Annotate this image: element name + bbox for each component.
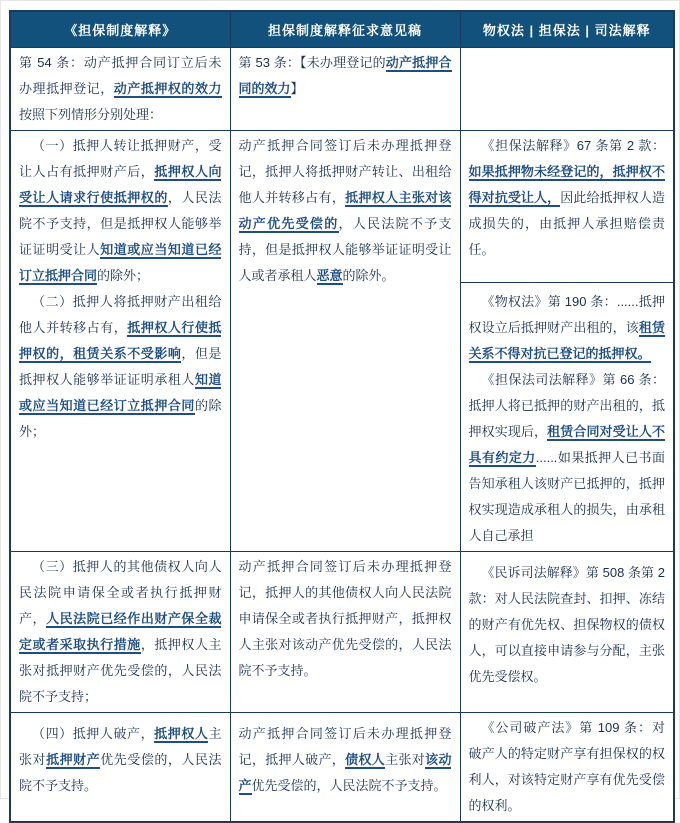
plain-text: ，抵押权人主张对抵押财产优先受偿的，人民法院不予支持； xyxy=(19,636,222,704)
emphasized-text: 恶意 xyxy=(316,267,343,283)
table-header-row xyxy=(10,11,674,47)
plain-text: 优先受偿的，人民法院不予支持。 xyxy=(251,777,447,793)
plain-text: 《担保法司法解释》第 66 条：抵押人将已抵押的财产出租的，抵押权实现后， xyxy=(468,371,665,439)
plain-text: 动产抵押合同签订后未办理抵押登记，抵押人破产， xyxy=(238,725,452,767)
paragraph xyxy=(239,721,452,799)
emphasized-text: 抵押权人行使抵押权的，租赁关系不受影响 xyxy=(19,319,222,361)
paragraph xyxy=(469,367,666,549)
plain-text: 主张对 xyxy=(19,725,222,767)
cell-guarantee-law-interpretation-67 xyxy=(460,130,674,282)
paragraph xyxy=(239,133,452,289)
paragraph xyxy=(19,50,222,128)
plain-text: 《民诉司法解释》第 508 条第 2 款：对人民法院查封、扣押、冻结的财产有优先权、担保物权的债权人，可以直接申请参与分配，主张优先受偿权。 xyxy=(468,564,665,684)
emphasized-text: 抵押权人向受让人请求行使抵押权的 xyxy=(19,163,222,205)
emphasized-text: 租赁合同对受让人不具有约定力 xyxy=(468,423,665,465)
emphasized-text: 动产抵押合同的效力 xyxy=(238,54,452,96)
plain-text: 主张对 xyxy=(385,751,426,767)
header-guarantee-system-interpretation: 《担保制度解释》 xyxy=(10,11,230,47)
cell-draft-preservation-enforcement xyxy=(230,551,460,712)
plain-text: 动产抵押合同签订后未办理抵押登记，抵押人将抵押财产转让、出租给他人并转移占有， xyxy=(238,137,452,205)
table-row xyxy=(10,47,674,130)
guarantee-interpretation-comparison-table xyxy=(9,10,675,823)
plain-text: （三）抵押人的其他债权人向人民法院申请保全或者执行抵押财产， xyxy=(19,558,222,626)
paragraph xyxy=(239,50,452,102)
cell-empty xyxy=(460,47,674,130)
cell-article-53-draft xyxy=(230,47,460,130)
plain-text: （一）抵押人转让抵押财产，受让人占有抵押财产后， xyxy=(19,137,222,179)
header-property-guarantee-judicial-laws: 物权法 | 担保法 | 司法解释 xyxy=(460,11,674,47)
paragraph xyxy=(19,133,222,289)
table-row xyxy=(10,130,674,282)
cell-bankruptcy-law-109 xyxy=(460,712,674,822)
plain-text: 优先受偿的，人民法院不予支持。 xyxy=(19,751,222,793)
plain-text: 按照下列情形分别处理： xyxy=(19,106,163,122)
emphasized-text: 债权人 xyxy=(345,751,386,767)
paragraph xyxy=(469,289,666,367)
plain-text: 《公司破产法》第 109 条：对破产人的特定财产享有担保权的权利人，对该特定财产享有优先受偿的权利。 xyxy=(468,719,665,813)
cell-civil-procedure-interpretation-508 xyxy=(460,551,674,712)
emphasized-text: 知道或应当知道已经订立抵押合同 xyxy=(19,371,222,413)
cell-item-three xyxy=(10,551,230,712)
plain-text: （四）抵押人破产， xyxy=(32,725,155,741)
plain-text: 第 53 条：【未办理登记的 xyxy=(238,54,386,70)
cell-property-law-190-and-interpretation-66 xyxy=(460,282,674,551)
paragraph xyxy=(469,560,666,690)
paragraph xyxy=(19,289,222,445)
plain-text: 】 xyxy=(290,80,304,96)
emphasized-text: 租赁关系不得对抗已登记的抵押权。 xyxy=(468,319,665,361)
plain-text: 的除外。 xyxy=(342,267,395,283)
plain-text: ，人民法院不予支持，但是抵押权人能够举证证明受让人或者承租人 xyxy=(238,215,452,283)
emphasized-text: 抵押权人主张对该动产优先受偿的 xyxy=(238,189,452,231)
table-row xyxy=(10,551,674,712)
plain-text: 《物权法》第 190 条：......抵押权设立后抵押财产出租的，该 xyxy=(468,293,665,335)
plain-text: ，但是抵押权人能够举证证明承租人 xyxy=(19,345,222,387)
plain-text: 动产抵押合同签订后未办理抵押登记，抵押人的其他债权人向人民法院申请保全或者执行抵押财产，抵押权人主张对该动产优先受偿的，人民法院不予支持。 xyxy=(238,558,452,678)
emphasized-text: 人民法院已经作出财产保全裁定或者采取执行措施 xyxy=(19,610,222,652)
paragraph xyxy=(19,554,222,710)
plain-text: 的除外； xyxy=(19,397,222,439)
emphasized-text: 如果抵押物未经登记的，抵押权不得对抗受让人， xyxy=(468,163,665,205)
header-draft-for-comments: 担保制度解释征求意见稿 xyxy=(230,11,460,47)
cell-draft-transfer-lease xyxy=(230,130,460,551)
emphasized-text: 动产抵押权的效力 xyxy=(113,80,222,96)
plain-text: （二）抵押人将抵押财产出租给他人并转移占有， xyxy=(19,293,222,335)
paragraph xyxy=(239,554,452,684)
plain-text: 因此给抵押权人造成损失的，由抵押人承担赔偿责任。 xyxy=(468,189,665,257)
plain-text: 第 54 条：动产抵押合同订立后未办理抵押登记， xyxy=(19,54,222,96)
cell-draft-bankruptcy xyxy=(230,712,460,822)
cell-items-one-two xyxy=(10,130,230,551)
paragraph xyxy=(469,715,666,819)
table-row xyxy=(10,712,674,822)
plain-text: 的除外； xyxy=(97,267,150,283)
emphasized-text: 抵押财产 xyxy=(46,751,101,767)
plain-text: ，人民法院不予支持，但是抵押权人能够举证证明受让人 xyxy=(19,189,222,257)
emphasized-text: 该动产 xyxy=(238,751,452,793)
cell-item-four xyxy=(10,712,230,822)
cell-article-54-intro xyxy=(10,47,230,130)
paragraph xyxy=(19,721,222,799)
plain-text: 《担保法解释》67 条第 2 款： xyxy=(481,137,665,153)
emphasized-text: 抵押权人 xyxy=(154,725,209,741)
paragraph xyxy=(469,133,666,263)
emphasized-text: 知道或应当知道已经订立抵押合同 xyxy=(19,241,222,283)
plain-text: ......如果抵押人已书面告知承租人该财产已抵押的，抵押权实现造成承租人的损失，由承租人自己承担 xyxy=(468,449,665,543)
